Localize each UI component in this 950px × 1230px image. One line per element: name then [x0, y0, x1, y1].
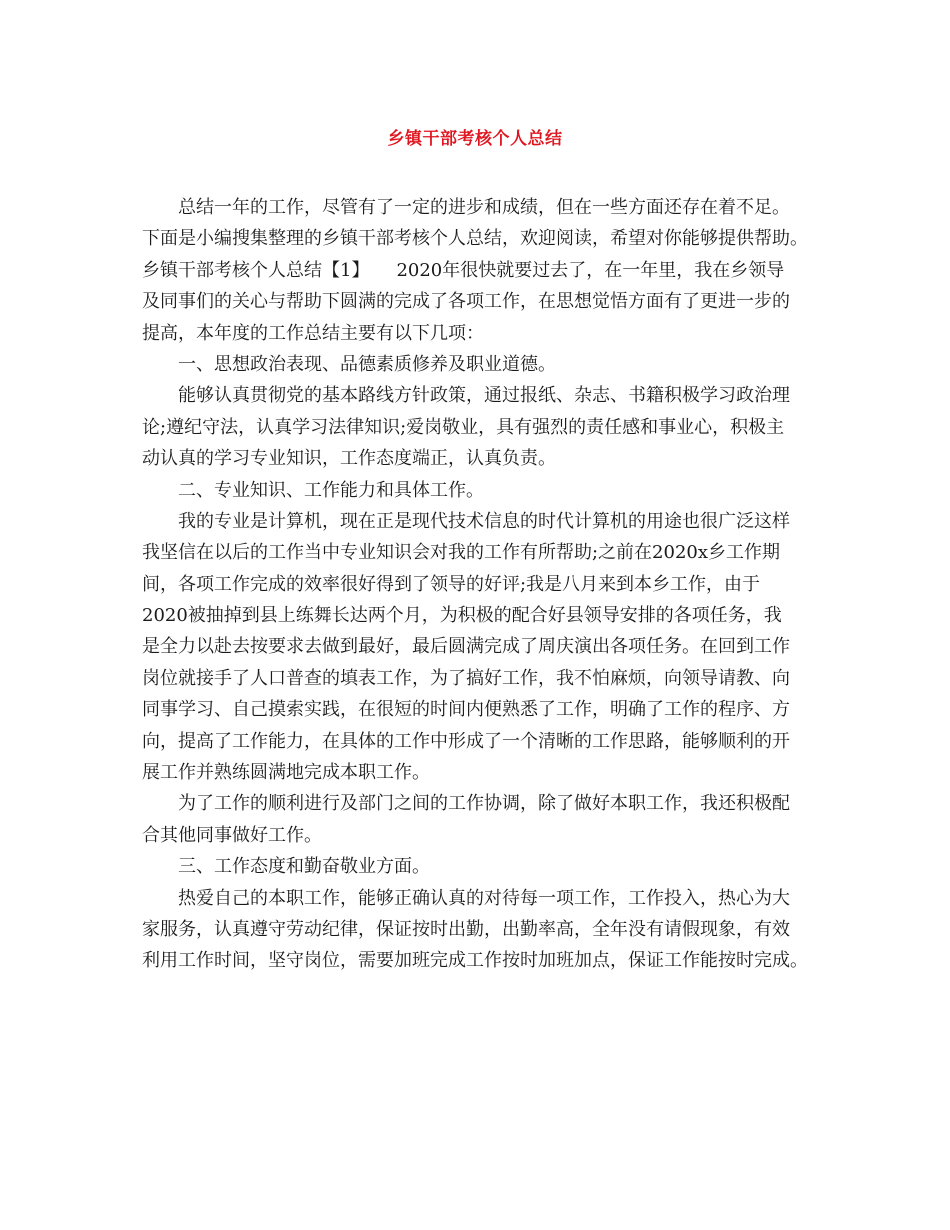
text-line: 及同事们的关心与帮助下圆满的完成了各项工作，在思想觉悟方面有了更进一步的: [142, 291, 790, 313]
text-line: 我的专业是计算机，现在正是现代技术信息的时代计算机的用途也很广泛这样: [178, 510, 790, 532]
text-line: 向，提高了工作能力，在具体的工作中形成了一个清晰的工作思路，能够顺利的开: [142, 730, 790, 752]
document-title: 乡镇干部考核个人总结: [387, 129, 563, 149]
text-line: 下面是小编搜集整理的乡镇干部考核个人总结，欢迎阅读，希望对你能够提供帮助。: [142, 228, 808, 250]
text-line: 二、专业知识、工作能力和具体工作。: [178, 479, 484, 501]
text-line: 能够认真贯彻党的基本路线方针政策，通过报纸、杂志、书籍积极学习政治理: [178, 385, 790, 407]
text-line: 动认真的学习专业知识，工作态度端正，认真负责。: [142, 448, 556, 470]
text-line: 合其他同事做好工作。: [142, 824, 322, 846]
text-line: 论;遵纪守法，认真学习法律知识;爱岗敬业，具有强烈的责任感和事业心，积极主: [142, 416, 785, 438]
text-line: 乡镇干部考核个人总结【1】 2020年很快就要过去了，在一年里，我在乡领导: [142, 259, 785, 281]
text-line: 热爱自己的本职工作，能够正确认真的对待每一项工作，工作投入，热心为大: [178, 887, 790, 909]
text-line: 提高，本年度的工作总结主要有以下几项：: [142, 322, 484, 344]
text-line: 利用工作时间，坚守岗位，需要加班完成工作按时加班加点，保证工作能按时完成。: [142, 950, 808, 972]
text-line: 我坚信在以后的工作当中专业知识会对我的工作有所帮助;之前在2020x乡工作期: [142, 542, 781, 564]
text-line: 总结一年的工作，尽管有了一定的进步和成绩，但在一些方面还存在着不足。: [178, 197, 790, 218]
text-line: 一、思想政治表现、品德素质修养及职业道德。: [178, 353, 556, 375]
text-line: 展工作并熟练圆满地完成本职工作。: [142, 762, 430, 784]
document-body: [142, 192, 832, 977]
text-line: 家服务，认真遵守劳动纪律，保证按时出勤，出勤率高，全年没有请假现象，有效: [142, 918, 790, 940]
text-line: 间，各项工作完成的效率很好得到了领导的好评;我是八月来到本乡工作，由于: [142, 573, 761, 595]
text-line: 为了工作的顺利进行及部门之间的工作协调，除了做好本职工作，我还积极配: [178, 793, 790, 815]
text-line: 同事学习、自己摸索实践，在很短的时间内便熟悉了工作，明确了工作的程序、方: [142, 699, 790, 721]
text-line: 2020被抽掉到县上练舞长达两个月，为积极的配合好县领导安排的各项任务，我: [142, 605, 782, 627]
text-line: 岗位就接手了人口普查的填表工作，为了搞好工作，我不怕麻烦，向领导请教、向: [142, 667, 790, 689]
text-line: 是全力以赴去按要求去做到最好，最后圆满完成了周庆演出各项任务。在回到工作: [142, 636, 790, 658]
text-line: 三、工作态度和勤奋敬业方面。: [178, 856, 430, 878]
